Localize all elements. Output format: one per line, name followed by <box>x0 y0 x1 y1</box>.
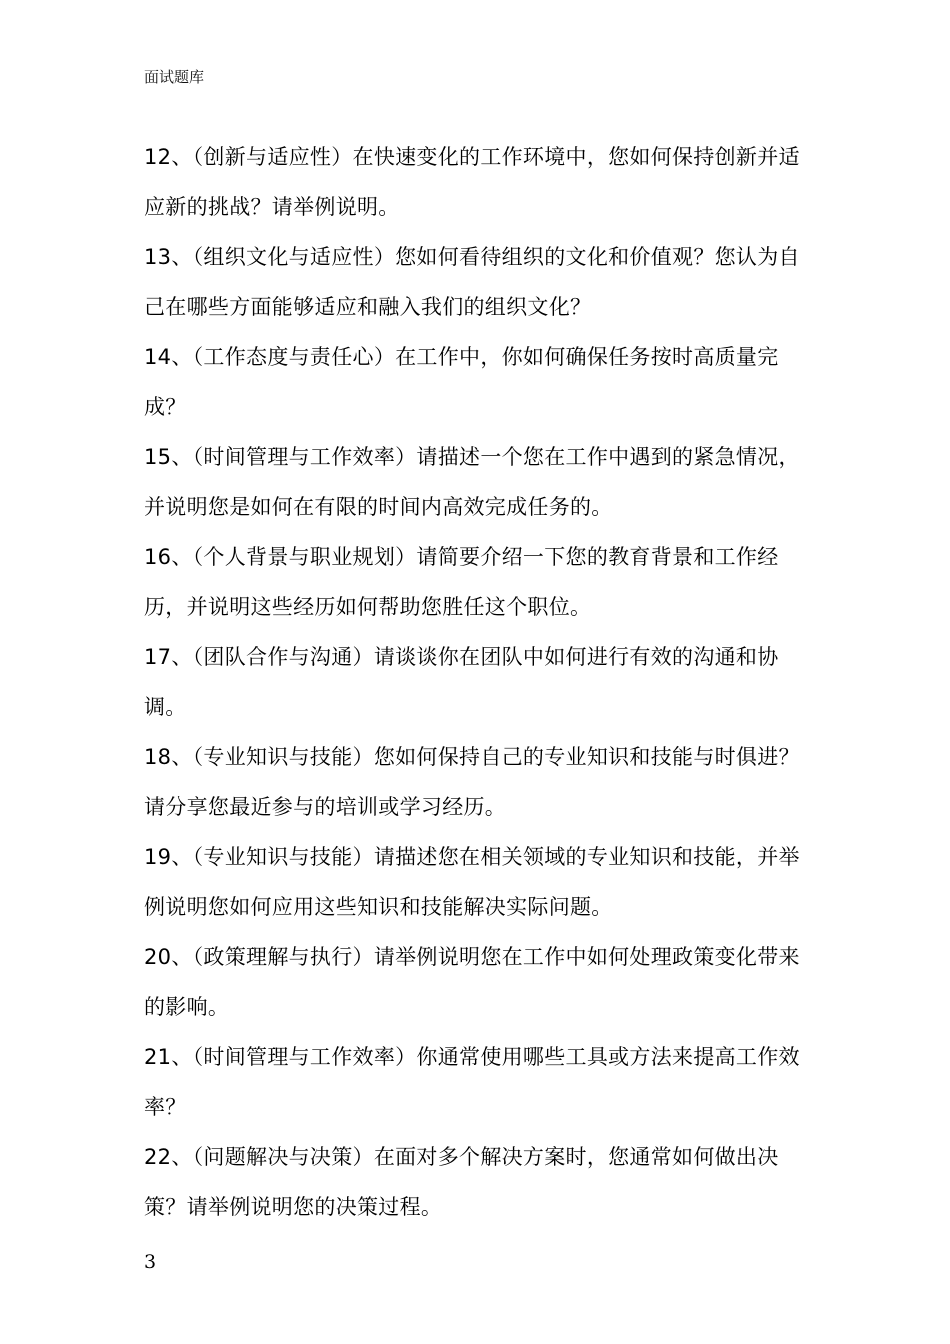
question-item: 22、（问题解决与决策）在面对多个解决方案时，您通常如何做出决策？请举例说明您的决策过程。 <box>144 1145 779 1219</box>
question-item: 16、（个人背景与职业规划）请简要介绍一下您的教育背景和工作经历，并说明这些经历如何帮助您胜任这个职位。 <box>144 545 779 619</box>
question-item: 13、（组织文化与适应性）您如何看待组织的文化和价值观？您认为自己在哪些方面能够适应和融入我们的组织文化？ <box>144 245 800 319</box>
question-item: 15、（时间管理与工作效率）请描述一个您在工作中遇到的紧急情况，并说明您是如何在有限的时间内高效完成任务的。 <box>144 445 800 519</box>
question-item: 19、（专业知识与技能）请描述您在相关领域的专业知识和技能，并举例说明您如何应用这些知识和技能解决实际问题。 <box>144 845 800 919</box>
question-item: 21、（时间管理与工作效率）你通常使用哪些工具或方法来提高工作效率？ <box>144 1045 800 1119</box>
question-item: 14、（工作态度与责任心）在工作中，你如何确保任务按时高质量完成？ <box>144 345 779 419</box>
question-item: 17、（团队合作与沟通）请谈谈你在团队中如何进行有效的沟通和协调。 <box>144 645 779 719</box>
page-number: 3 <box>144 1251 157 1273</box>
question-item: 20、（政策理解与执行）请举例说明您在工作中如何处理政策变化带来的影响。 <box>144 945 800 1019</box>
question-item: 18、（专业知识与技能）您如何保持自己的专业知识和技能与时俱进？请分享您最近参与的培训或学习经历。 <box>144 745 800 819</box>
question-item: 12、（创新与适应性）在快速变化的工作环境中，您如何保持创新并适应新的挑战？请举例说明。 <box>144 145 800 219</box>
page-header: 面试题库 <box>144 68 205 86</box>
question-list <box>144 132 810 1232</box>
